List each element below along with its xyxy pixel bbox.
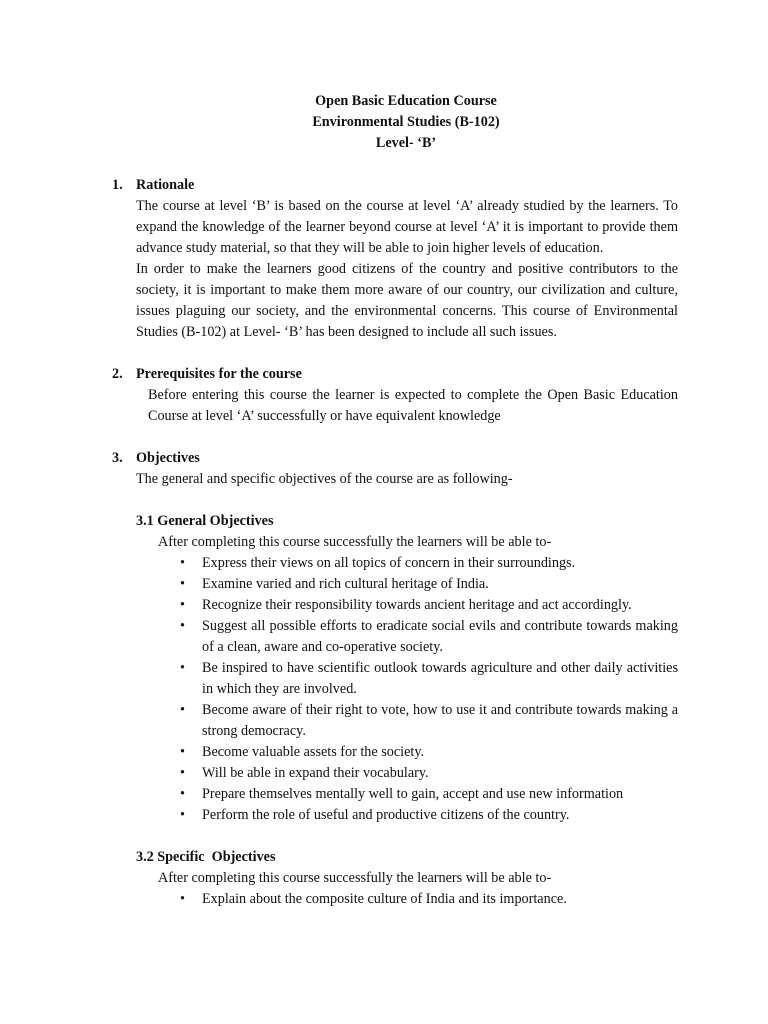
section-objectives [112,448,678,910]
bullet-icon: • [180,744,185,760]
list-item-text: Prepare themselves mentally well to gain, accept and use new information [202,786,624,802]
list-item-text: Become valuable assets for the society. [202,744,425,760]
section-heading [112,364,678,385]
specific-objectives-list [112,889,678,910]
paragraph: In order to make the learners good citizens of the country and positive contributors to the society, it is important to make them more aware of our country, our civilization and culture, issues plaguing our society, and the environmental concerns. This course of Environmental Studies (B-102) at Level- ‘B’ has been designed to include all such issues. [136,261,678,340]
bullet-icon: • [180,597,185,613]
bullet-icon: • [180,618,185,634]
list-item-text: Perform the role of useful and productive citizens of the country. [202,807,570,823]
list-item [180,553,678,574]
list-item [180,763,678,784]
list-item [180,574,678,595]
list-item [180,805,678,826]
list-item [180,784,678,805]
list-item [180,658,678,700]
bullet-icon: • [180,765,185,781]
title-line-3: Level- ‘B’ [375,135,437,151]
paragraph: The course at level ‘B’ is based on the course at level ‘A’ already studied by the learners. To expand the knowledge of the learner beyond course at level ‘A’ it is important to provide them advance study material, so that they will be able to join higher levels of education. [136,198,678,256]
subsection-heading-specific: 3.2 Specific Objectives [136,849,276,865]
bullet-icon: • [180,891,185,907]
general-objectives-list [112,553,678,826]
list-item-text: Suggest all possible efforts to eradicate social evils and contribute towards making of a clean, aware and co-operative society. [202,618,678,655]
list-item-text: Express their views on all topics of concern in their surroundings. [202,555,576,571]
list-item-text: Be inspired to have scientific outlook towards agriculture and other daily activities in which they are involved. [202,660,678,697]
title-line-1: Open Basic Education Course [315,93,497,109]
list-item [180,742,678,763]
section-title: Prerequisites for the course [136,366,302,382]
section-number: 3. [112,450,123,466]
section-heading [112,448,678,469]
section-prerequisites [112,364,678,427]
section-rationale [112,175,678,343]
bullet-icon: • [180,702,185,718]
section-title: Objectives [136,450,200,466]
bullet-icon: • [180,807,185,823]
title-line-2: Environmental Studies (B-102) [312,114,500,130]
section-body [136,196,678,343]
list-item-text: Will be able in expand their vocabulary. [202,765,429,781]
bullet-icon: • [180,555,185,571]
subsection-intro: After completing this course successfully the learners will be able to- [158,534,552,550]
section-heading [112,175,678,196]
paragraph: Before entering this course the learner is expected to complete the Open Basic Education Course at level ‘A’ successfully or have equivalent knowledge [148,387,678,424]
section-number: 1. [112,177,123,193]
list-item-text: Become aware of their right to vote, how to use it and contribute towards making a strong democracy. [202,702,678,739]
list-item-text: Recognize their responsibility towards ancient heritage and act accordingly. [202,597,632,613]
subsection-intro: After completing this course successfully the learners will be able to- [158,870,552,886]
list-item [180,595,678,616]
list-item-text: Examine varied and rich cultural heritage of India. [202,576,489,592]
paragraph: The general and specific objectives of the course are as following- [136,471,513,487]
bullet-icon: • [180,576,185,592]
subsection-heading-general: 3.1 General Objectives [136,513,274,529]
list-item-text: Explain about the composite culture of India and its importance. [202,891,567,907]
course-title [112,91,678,154]
list-item [180,889,678,910]
section-title: Rationale [136,177,195,193]
bullet-icon: • [180,660,185,676]
list-item [180,700,678,742]
section-number: 2. [112,366,123,382]
list-item [180,616,678,658]
bullet-icon: • [180,786,185,802]
